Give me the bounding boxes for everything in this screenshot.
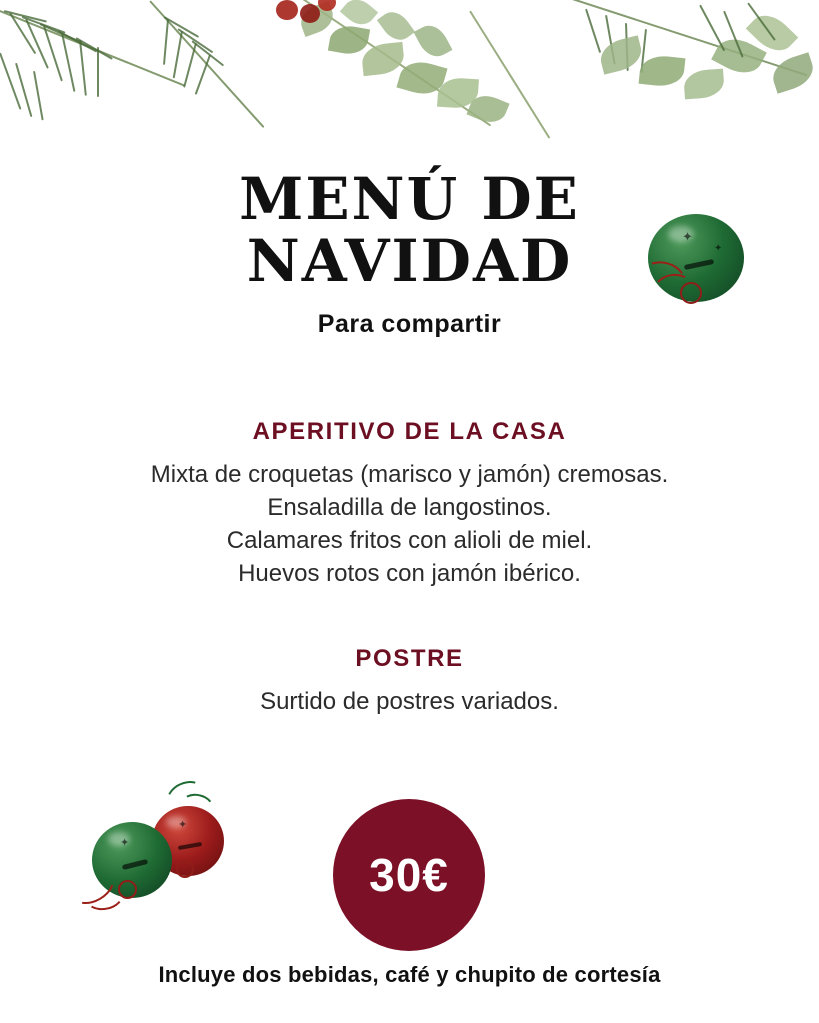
- bell-star-icon: ✦: [178, 819, 188, 831]
- pine-needle: [723, 11, 744, 58]
- bell-star-icon: ✦: [120, 837, 130, 849]
- pine-needle: [177, 28, 213, 53]
- eucalyptus-leaf: [396, 57, 447, 100]
- eucalyptus-leaf: [683, 69, 725, 100]
- pine-needle: [699, 5, 725, 52]
- menu-item: Huevos rotos con jamón ibérico.: [238, 560, 581, 588]
- menu-item: Mixta de croquetas (marisco y jamón) cremosas.: [150, 461, 669, 488]
- pine-needle: [163, 19, 169, 65]
- menu-item: Surtido de postres variados.: [260, 688, 559, 715]
- eucalyptus-stem-right: [469, 10, 550, 138]
- title-line-2: NAVIDAD: [246, 227, 573, 296]
- berry-icon: [318, 0, 336, 11]
- pine-branch-left: [0, 6, 185, 87]
- pine-needle: [76, 37, 113, 60]
- pine-branch-right: [560, 0, 808, 76]
- pine-needle: [195, 55, 211, 95]
- eucalyptus-leaf: [340, 0, 378, 31]
- berry-icon: [276, 0, 298, 20]
- pine-needle: [640, 29, 647, 73]
- pine-needle: [40, 23, 83, 44]
- menu-item: Ensaladilla de langostinos.: [267, 494, 552, 522]
- eucalyptus-leaf: [328, 23, 370, 57]
- section-aperitivo: [0, 418, 819, 590]
- bell-star-icon: ✦: [682, 229, 693, 244]
- eucalyptus-leaf: [377, 6, 415, 46]
- pine-needle: [79, 40, 87, 96]
- bell-star-icon: ✦: [714, 243, 723, 254]
- section-heading: APERITIVO DE LA CASA: [252, 418, 567, 445]
- section-heading: POSTRE: [355, 645, 464, 672]
- pine-needle: [164, 16, 200, 38]
- berry-icon: [300, 4, 320, 23]
- eucalyptus-leaf: [414, 20, 453, 62]
- pine-needle: [58, 30, 98, 52]
- subtitle: Para compartir: [317, 310, 502, 339]
- pine-needle: [191, 40, 224, 66]
- pine-needle: [183, 43, 197, 88]
- pine-needle: [22, 16, 66, 34]
- pine-needle: [97, 47, 99, 97]
- section-postre: [0, 645, 819, 718]
- pine-needle: [625, 23, 629, 71]
- pine-needle: [9, 12, 36, 54]
- eucalyptus-leaf: [639, 54, 686, 88]
- pine-needle: [15, 63, 32, 117]
- footer-note: Incluye dos bebidas, café y chupito de cortesía: [158, 962, 661, 987]
- title-line-1: MENÚ DE: [239, 165, 580, 233]
- eucalyptus-stem: [299, 0, 491, 126]
- pine-needle: [43, 26, 63, 82]
- bell-loop: [176, 860, 194, 878]
- eucalyptus-leaf: [361, 42, 406, 76]
- menu-item: Calamares fritos con alioli de miel.: [226, 527, 593, 555]
- section-items: [0, 458, 819, 590]
- pine-needle: [61, 33, 75, 92]
- eucalyptus-leaf: [746, 7, 798, 59]
- section-items: [0, 685, 819, 718]
- pine-branch-midleft: [149, 0, 264, 128]
- pine-needle: [747, 2, 776, 40]
- bell-ornament-green-large: [648, 214, 744, 302]
- eucalyptus-leaf: [437, 77, 479, 110]
- pine-needle: [605, 15, 616, 65]
- price-value: 30€: [369, 849, 449, 901]
- eucalyptus-leaf: [466, 90, 509, 128]
- pine-needle: [173, 31, 183, 79]
- pine-needle: [585, 9, 601, 53]
- eucalyptus-leaf: [711, 31, 767, 81]
- eucalyptus-leaf: [597, 35, 645, 74]
- pine-needle: [0, 53, 21, 110]
- pine-needle: [4, 10, 47, 23]
- eucalyptus-leaf: [297, 1, 338, 37]
- eucalyptus-leaf: [768, 52, 817, 94]
- pine-needle: [33, 71, 44, 121]
- price-badge: [333, 799, 485, 951]
- foliage-decoration: [0, 0, 819, 150]
- pine-needle: [25, 19, 49, 69]
